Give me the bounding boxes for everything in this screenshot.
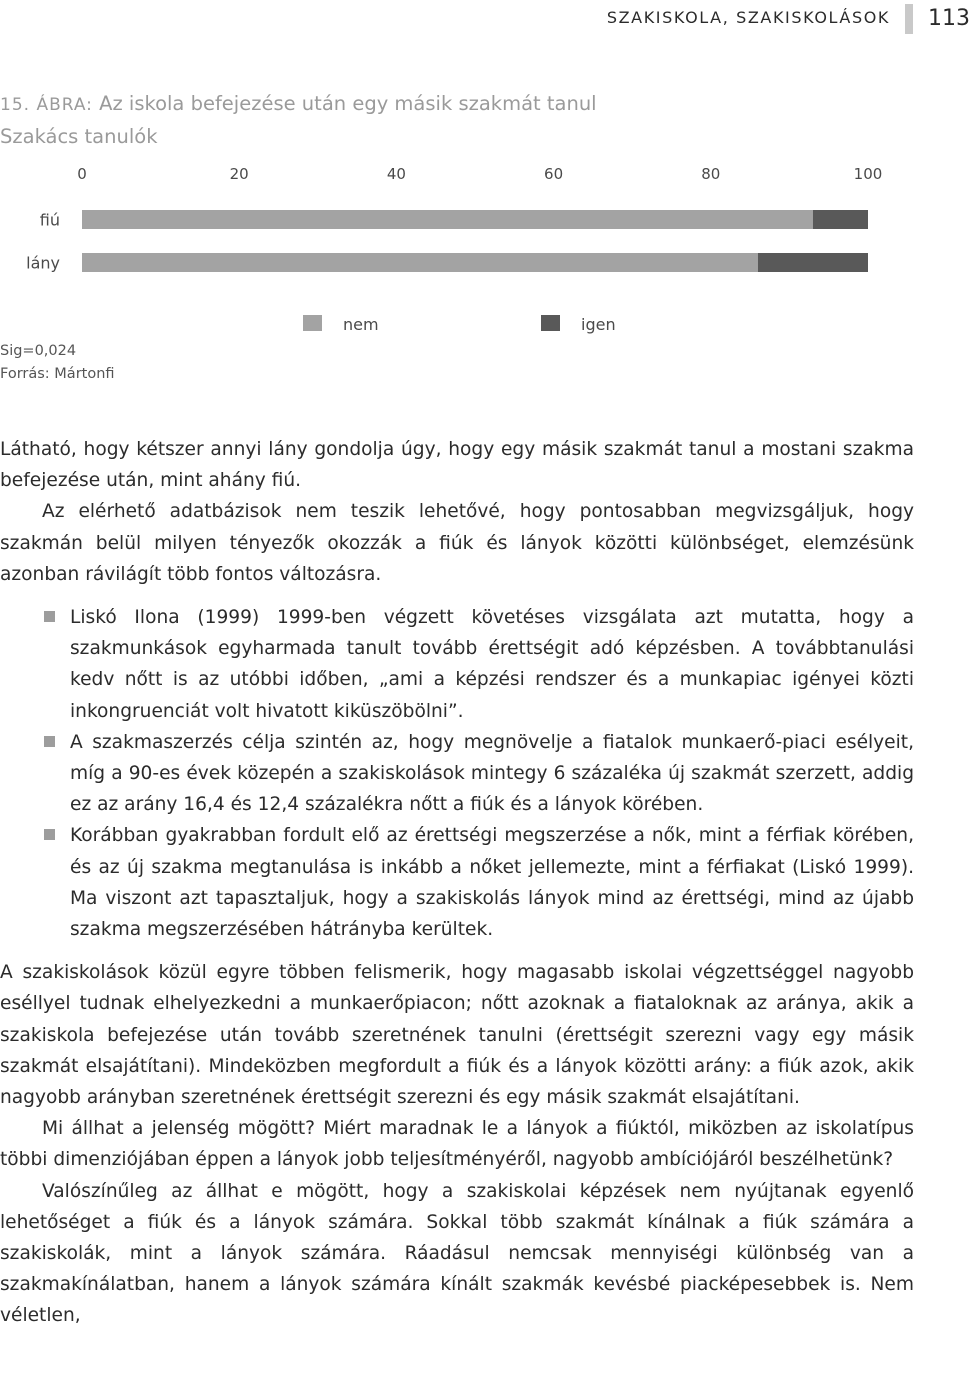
page-number: 113 — [928, 6, 970, 31]
bullet-square-icon — [44, 611, 55, 622]
x-tick-label: 20 — [229, 165, 249, 183]
significance-note: Sig=0,024 — [0, 343, 77, 359]
legend-label: igen — [581, 315, 616, 334]
x-tick-label: 40 — [386, 165, 406, 183]
paragraph: Az elérhető adatbázisok nem teszik lehetővé, hogy pontosabban megvizsgáljuk, hogy szakmán belül milyen tényezők okozzák a fiúk és lányok közötti különbséget, elemzésünk azonban rávilágít több fontos változásra. — [0, 501, 914, 585]
bullet-square-icon — [44, 829, 55, 840]
bullet-square-icon — [44, 736, 55, 747]
category-label: lány — [26, 253, 60, 273]
list-item — [0, 820, 914, 945]
x-tick-label: 0 — [77, 165, 87, 183]
source-note: Forrás: Mártonfi — [0, 366, 115, 382]
list-item-text: A szakmaszerzés célja szintén az, hogy megnövelje a fiatalok munkaerő-piaci esélyeit, míg a 90-es évek közepén a szakiskolások mintegy 6 százaléka új szakmát szerzett, addig ez az arány 16,4 és 12,4 százalékra nőtt a fiúk és a lányok körében. — [70, 731, 914, 816]
bar-nem-fiú — [82, 210, 813, 229]
figure-number: 15. ÁBRA: — [0, 95, 93, 115]
stacked-bar-chart — [0, 150, 920, 340]
bullet-list — [0, 602, 914, 945]
figure-subtitle: Szakács tanulók — [0, 125, 158, 148]
legend-swatch — [541, 315, 560, 331]
header-divider — [905, 4, 913, 34]
list-item — [0, 727, 914, 821]
bar-igen-fiú — [813, 210, 868, 229]
x-tick-label: 80 — [701, 165, 721, 183]
x-tick-label: 60 — [544, 165, 564, 183]
paragraph: Mi állhat a jelenség mögött? Miért maradnak le a lányok a fiúktól, miközben az iskolatípus többi dimenziójában éppen a lányok jobb teljesítményéről, nagyobb ambíciójáról beszélhetünk? — [0, 1118, 914, 1171]
paragraph: Valószínűleg az állhat e mögött, hogy a szakiskolai képzések nem nyújtanak egyenlő lehetőséget a fiúk és a lányok számára. Sokkal több szakmát kínálnak a fiúk számára a szakiskolák, mint a lányok számára. Ráadásul nemcsak mennyiségi különbség van a szakmakínálatban, hanem a lányok számára kínált szakmák kevésbé piacképesebbek is. Nem véletlen, — [0, 1180, 914, 1327]
paragraph: Látható, hogy kétszer annyi lány gondolja úgy, hogy egy másik szakmát tanul a mostani szakma befejezése után, mint ahány fiú. — [0, 439, 914, 492]
list-item-text: Korábban gyakrabban fordult elő az érettségi megszerzése a nők, mint a férfiak körében, és az új szakma megtanulása is inkább a nőket jellemezte, mint a férfiakat (Liskó 1999). Ma viszont azt tapasztaljuk, hogy a szakiskolás lányok mind az érettségi, mind az újabb szakma megszerzésében hátrányba kerültek. — [70, 825, 914, 941]
list-item — [0, 602, 914, 727]
running-title: SZAKISKOLA, SZAKISKOLÁSOK — [606, 8, 890, 27]
legend-label: nem — [343, 315, 379, 334]
paragraph: A szakiskolások közül egyre többen felismerik, hogy magasabb iskolai végzettséggel nagyobb eséllyel tudnak elhelyezkedni a munkaerőpiacon; nőtt azoknak a fiataloknak az aránya, akik a szakiskola befejezése után tovább szeretnének tanulni (érettségit szerezni vagy egy másik szakmát elsajátítani). Mindeközben megfordult a fiúk és a lányok közötti arány: a fiúk azok, akik nagyobb arányban szeretnének érettségit szerezni és egy másik szakmát elsajátítani. — [0, 962, 914, 1109]
bar-igen-lány — [758, 253, 868, 272]
bar-nem-lány — [82, 253, 758, 272]
figure-title: Az iskola befejezése után egy másik szakmát tanul — [99, 92, 597, 115]
list-item-text: Liskó Ilona (1999) 1999-ben végzett követéses vizsgálata azt mutatta, hogy a szakmunkások egyharmada tanult tovább érettségit adó képzésben. A továbbtanulási kedv nőtt is az utóbbi időben, „ami a képzési rendszer és a munkapiac igényei közti inkongruenciát volt hivatott kiküszöbölni”. — [70, 607, 914, 722]
legend-swatch — [303, 315, 322, 331]
body-text — [0, 434, 914, 1332]
figure-caption — [0, 88, 597, 153]
category-label: fiú — [39, 210, 60, 230]
x-tick-label: 100 — [853, 165, 883, 183]
